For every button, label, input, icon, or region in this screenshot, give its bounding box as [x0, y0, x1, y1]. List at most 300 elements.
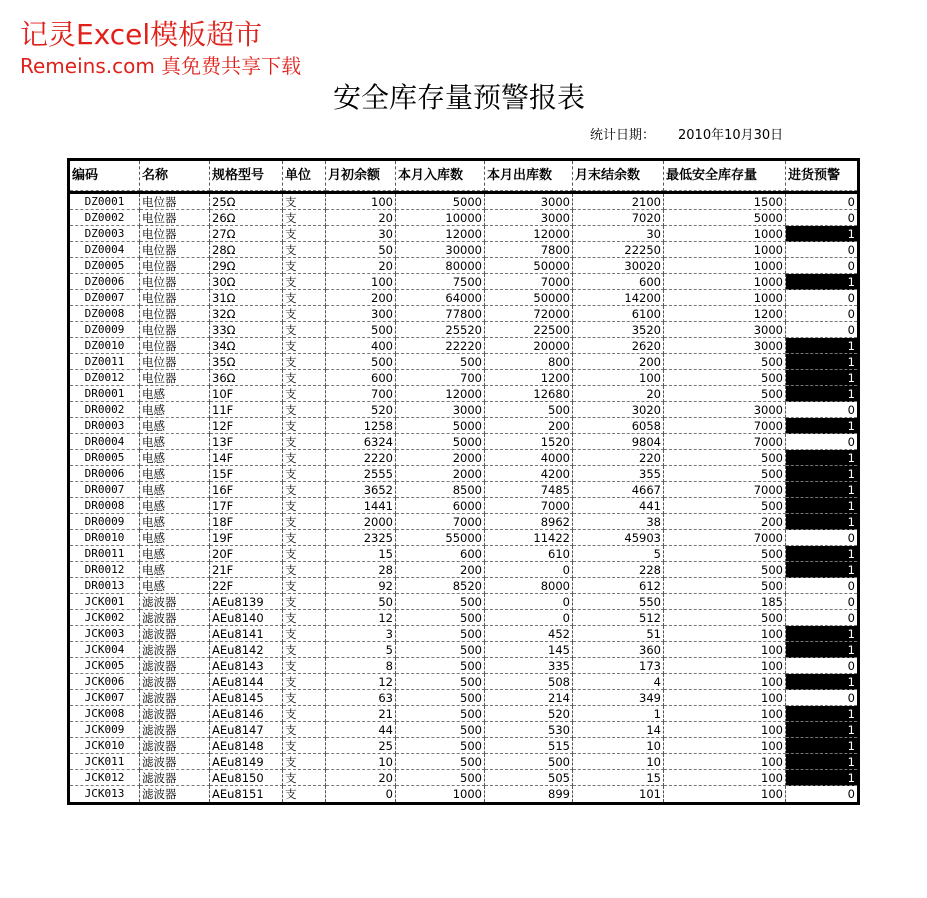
cell-outbound: 50000: [485, 290, 573, 306]
cell-name: 电感: [140, 482, 210, 498]
table-row: [70, 354, 857, 370]
cell-outbound: 11422: [485, 530, 573, 546]
cell-closing-balance: 600: [573, 274, 664, 290]
cell-outbound: 515: [485, 738, 573, 754]
cell-opening-balance: 600: [326, 370, 396, 386]
cell-name: 滤波器: [140, 722, 210, 738]
cell-spec: 29Ω: [210, 258, 283, 274]
cell-unit: 支: [283, 434, 326, 450]
cell-outbound: 12680: [485, 386, 573, 402]
cell-outbound: 1520: [485, 434, 573, 450]
cell-spec: 31Ω: [210, 290, 283, 306]
cell-code: DZ0007: [70, 290, 140, 306]
cell-unit: 支: [283, 578, 326, 594]
cell-name: 电位器: [140, 338, 210, 354]
header-opening-balance: 月初余额: [326, 161, 396, 191]
cell-closing-balance: 14200: [573, 290, 664, 306]
cell-opening-balance: 3652: [326, 482, 396, 498]
header-outbound: 本月出库数: [485, 161, 573, 191]
cell-inbound: 30000: [396, 242, 485, 258]
cell-restock-warning: 1: [786, 754, 857, 770]
cell-inbound: 500: [396, 594, 485, 610]
cell-inbound: 5000: [396, 434, 485, 450]
cell-unit: 支: [283, 338, 326, 354]
cell-inbound: 200: [396, 562, 485, 578]
cell-restock-warning: 1: [786, 770, 857, 786]
cell-spec: 28Ω: [210, 242, 283, 258]
cell-restock-warning: 0: [786, 242, 857, 258]
cell-restock-warning: 0: [786, 658, 857, 674]
cell-outbound: 3000: [485, 210, 573, 226]
cell-spec: 18F: [210, 514, 283, 530]
cell-name: 滤波器: [140, 626, 210, 642]
cell-closing-balance: 360: [573, 642, 664, 658]
cell-spec: 30Ω: [210, 274, 283, 290]
cell-unit: 支: [283, 498, 326, 514]
cell-closing-balance: 45903: [573, 530, 664, 546]
cell-name: 电感: [140, 450, 210, 466]
cell-inbound: 6000: [396, 498, 485, 514]
cell-closing-balance: 9804: [573, 434, 664, 450]
cell-inbound: 500: [396, 722, 485, 738]
cell-unit: 支: [283, 722, 326, 738]
cell-unit: 支: [283, 706, 326, 722]
cell-min-safety-stock: 1000: [664, 290, 786, 306]
cell-opening-balance: 500: [326, 354, 396, 370]
cell-opening-balance: 1258: [326, 418, 396, 434]
cell-restock-warning: 1: [786, 418, 857, 434]
cell-inbound: 500: [396, 690, 485, 706]
cell-restock-warning: 1: [786, 274, 857, 290]
cell-inbound: 500: [396, 354, 485, 370]
table-row: [70, 194, 857, 210]
cell-opening-balance: 2000: [326, 514, 396, 530]
cell-restock-warning: 1: [786, 482, 857, 498]
cell-closing-balance: 22250: [573, 242, 664, 258]
cell-outbound: 1200: [485, 370, 573, 386]
table-row: [70, 370, 857, 386]
cell-unit: 支: [283, 322, 326, 338]
brand-title: 记灵Excel模板超市: [20, 18, 263, 51]
table-row: [70, 290, 857, 306]
date-label: 统计日期：: [590, 128, 656, 143]
cell-inbound: 2000: [396, 450, 485, 466]
cell-code: JCK003: [70, 626, 140, 642]
cell-name: 电感: [140, 498, 210, 514]
cell-spec: 22F: [210, 578, 283, 594]
table-row: [70, 674, 857, 690]
cell-min-safety-stock: 185: [664, 594, 786, 610]
cell-unit: 支: [283, 210, 326, 226]
cell-outbound: 4200: [485, 466, 573, 482]
cell-inbound: 55000: [396, 530, 485, 546]
cell-code: JCK008: [70, 706, 140, 722]
cell-closing-balance: 355: [573, 466, 664, 482]
cell-inbound: 80000: [396, 258, 485, 274]
cell-min-safety-stock: 200: [664, 514, 786, 530]
cell-inbound: 700: [396, 370, 485, 386]
cell-code: DZ0005: [70, 258, 140, 274]
cell-spec: AEu8141: [210, 626, 283, 642]
cell-min-safety-stock: 100: [664, 722, 786, 738]
cell-closing-balance: 550: [573, 594, 664, 610]
cell-closing-balance: 3520: [573, 322, 664, 338]
header-closing-balance: 月末结余数: [573, 161, 664, 191]
cell-unit: 支: [283, 754, 326, 770]
cell-code: DR0009: [70, 514, 140, 530]
cell-inbound: 8520: [396, 578, 485, 594]
cell-opening-balance: 100: [326, 274, 396, 290]
cell-outbound: 72000: [485, 306, 573, 322]
cell-unit: 支: [283, 450, 326, 466]
cell-closing-balance: 20: [573, 386, 664, 402]
cell-opening-balance: 12: [326, 610, 396, 626]
table-row: [70, 562, 857, 578]
cell-restock-warning: 1: [786, 546, 857, 562]
cell-closing-balance: 5: [573, 546, 664, 562]
cell-restock-warning: 0: [786, 434, 857, 450]
cell-spec: 20F: [210, 546, 283, 562]
cell-unit: 支: [283, 354, 326, 370]
cell-code: DZ0012: [70, 370, 140, 386]
cell-opening-balance: 21: [326, 706, 396, 722]
cell-min-safety-stock: 100: [664, 706, 786, 722]
cell-restock-warning: 1: [786, 226, 857, 242]
cell-closing-balance: 200: [573, 354, 664, 370]
cell-spec: 14F: [210, 450, 283, 466]
cell-inbound: 7000: [396, 514, 485, 530]
cell-code: DZ0008: [70, 306, 140, 322]
cell-restock-warning: 1: [786, 674, 857, 690]
cell-outbound: 4000: [485, 450, 573, 466]
cell-spec: AEu8140: [210, 610, 283, 626]
cell-unit: 支: [283, 546, 326, 562]
table-row: [70, 578, 857, 594]
cell-min-safety-stock: 1500: [664, 194, 786, 210]
cell-name: 电位器: [140, 226, 210, 242]
cell-spec: AEu8147: [210, 722, 283, 738]
cell-outbound: 7000: [485, 498, 573, 514]
cell-unit: 支: [283, 690, 326, 706]
cell-outbound: 0: [485, 594, 573, 610]
cell-unit: 支: [283, 258, 326, 274]
cell-opening-balance: 5: [326, 642, 396, 658]
cell-min-safety-stock: 500: [664, 370, 786, 386]
cell-restock-warning: 1: [786, 626, 857, 642]
cell-spec: 11F: [210, 402, 283, 418]
cell-code: DR0008: [70, 498, 140, 514]
cell-name: 滤波器: [140, 690, 210, 706]
table-row: [70, 514, 857, 530]
cell-opening-balance: 63: [326, 690, 396, 706]
cell-outbound: 50000: [485, 258, 573, 274]
cell-restock-warning: 1: [786, 386, 857, 402]
cell-outbound: 530: [485, 722, 573, 738]
cell-inbound: 600: [396, 546, 485, 562]
cell-inbound: 7500: [396, 274, 485, 290]
cell-closing-balance: 612: [573, 578, 664, 594]
cell-name: 电位器: [140, 354, 210, 370]
cell-min-safety-stock: 100: [664, 690, 786, 706]
cell-unit: 支: [283, 658, 326, 674]
header-name: 名称: [140, 161, 210, 191]
cell-restock-warning: 1: [786, 498, 857, 514]
cell-name: 电感: [140, 562, 210, 578]
cell-outbound: 7000: [485, 274, 573, 290]
cell-unit: 支: [283, 466, 326, 482]
cell-outbound: 7800: [485, 242, 573, 258]
cell-min-safety-stock: 100: [664, 658, 786, 674]
cell-spec: 15F: [210, 466, 283, 482]
cell-min-safety-stock: 500: [664, 466, 786, 482]
table-row: [70, 434, 857, 450]
cell-closing-balance: 349: [573, 690, 664, 706]
cell-restock-warning: 1: [786, 642, 857, 658]
header-unit: 单位: [283, 161, 326, 191]
cell-inbound: 500: [396, 738, 485, 754]
table-row: [70, 722, 857, 738]
cell-name: 电感: [140, 546, 210, 562]
cell-spec: 36Ω: [210, 370, 283, 386]
cell-code: DR0010: [70, 530, 140, 546]
cell-closing-balance: 2620: [573, 338, 664, 354]
cell-spec: AEu8142: [210, 642, 283, 658]
table-row: [70, 242, 857, 258]
table-row: [70, 482, 857, 498]
cell-closing-balance: 10: [573, 738, 664, 754]
cell-name: 电位器: [140, 210, 210, 226]
cell-min-safety-stock: 500: [664, 450, 786, 466]
cell-name: 滤波器: [140, 658, 210, 674]
table-row: [70, 786, 857, 802]
cell-unit: 支: [283, 194, 326, 210]
cell-opening-balance: 300: [326, 306, 396, 322]
cell-min-safety-stock: 500: [664, 546, 786, 562]
header-code: 编码: [70, 161, 140, 191]
cell-code: JCK009: [70, 722, 140, 738]
cell-outbound: 8962: [485, 514, 573, 530]
cell-closing-balance: 100: [573, 370, 664, 386]
cell-spec: AEu8151: [210, 786, 283, 802]
cell-min-safety-stock: 1000: [664, 242, 786, 258]
table-row: [70, 690, 857, 706]
cell-spec: AEu8143: [210, 658, 283, 674]
cell-restock-warning: 0: [786, 322, 857, 338]
cell-spec: 12F: [210, 418, 283, 434]
cell-name: 滤波器: [140, 594, 210, 610]
cell-closing-balance: 173: [573, 658, 664, 674]
cell-opening-balance: 0: [326, 786, 396, 802]
cell-min-safety-stock: 1000: [664, 274, 786, 290]
cell-inbound: 500: [396, 770, 485, 786]
cell-opening-balance: 28: [326, 562, 396, 578]
cell-closing-balance: 228: [573, 562, 664, 578]
cell-name: 电位器: [140, 370, 210, 386]
cell-name: 电位器: [140, 322, 210, 338]
cell-code: DZ0003: [70, 226, 140, 242]
cell-closing-balance: 10: [573, 754, 664, 770]
cell-code: DR0006: [70, 466, 140, 482]
cell-code: DZ0010: [70, 338, 140, 354]
cell-outbound: 508: [485, 674, 573, 690]
cell-min-safety-stock: 5000: [664, 210, 786, 226]
cell-closing-balance: 512: [573, 610, 664, 626]
cell-opening-balance: 50: [326, 594, 396, 610]
cell-unit: 支: [283, 562, 326, 578]
cell-spec: 16F: [210, 482, 283, 498]
cell-unit: 支: [283, 402, 326, 418]
cell-outbound: 20000: [485, 338, 573, 354]
cell-min-safety-stock: 3000: [664, 322, 786, 338]
cell-code: JCK011: [70, 754, 140, 770]
cell-spec: AEu8150: [210, 770, 283, 786]
cell-inbound: 500: [396, 610, 485, 626]
header-inbound: 本月入库数: [396, 161, 485, 191]
table-row: [70, 594, 857, 610]
cell-name: 滤波器: [140, 610, 210, 626]
table-row: [70, 386, 857, 402]
table-row: [70, 642, 857, 658]
cell-name: 滤波器: [140, 786, 210, 802]
cell-restock-warning: 0: [786, 194, 857, 210]
cell-name: 电感: [140, 434, 210, 450]
cell-outbound: 0: [485, 562, 573, 578]
cell-opening-balance: 92: [326, 578, 396, 594]
cell-unit: 支: [283, 514, 326, 530]
cell-restock-warning: 0: [786, 578, 857, 594]
cell-restock-warning: 0: [786, 610, 857, 626]
table-row: [70, 322, 857, 338]
cell-opening-balance: 2325: [326, 530, 396, 546]
table-row: [70, 226, 857, 242]
cell-closing-balance: 51: [573, 626, 664, 642]
table-row: [70, 658, 857, 674]
cell-closing-balance: 3020: [573, 402, 664, 418]
cell-code: DR0003: [70, 418, 140, 434]
cell-min-safety-stock: 500: [664, 562, 786, 578]
cell-code: DZ0011: [70, 354, 140, 370]
cell-restock-warning: 0: [786, 306, 857, 322]
cell-unit: 支: [283, 530, 326, 546]
cell-code: DR0011: [70, 546, 140, 562]
cell-name: 电感: [140, 514, 210, 530]
cell-code: DZ0002: [70, 210, 140, 226]
cell-min-safety-stock: 500: [664, 610, 786, 626]
table-row: [70, 706, 857, 722]
cell-inbound: 500: [396, 626, 485, 642]
cell-restock-warning: 1: [786, 514, 857, 530]
table-row: [70, 306, 857, 322]
cell-code: DZ0001: [70, 194, 140, 210]
cell-closing-balance: 2100: [573, 194, 664, 210]
cell-outbound: 899: [485, 786, 573, 802]
cell-spec: AEu8139: [210, 594, 283, 610]
cell-code: JCK013: [70, 786, 140, 802]
cell-opening-balance: 6324: [326, 434, 396, 450]
cell-inbound: 3000: [396, 402, 485, 418]
cell-outbound: 800: [485, 354, 573, 370]
cell-code: JCK006: [70, 674, 140, 690]
cell-unit: 支: [283, 242, 326, 258]
cell-min-safety-stock: 100: [664, 770, 786, 786]
cell-restock-warning: 1: [786, 466, 857, 482]
cell-outbound: 200: [485, 418, 573, 434]
cell-spec: AEu8146: [210, 706, 283, 722]
cell-unit: 支: [283, 786, 326, 802]
cell-unit: 支: [283, 642, 326, 658]
cell-outbound: 452: [485, 626, 573, 642]
cell-closing-balance: 4: [573, 674, 664, 690]
cell-opening-balance: 2220: [326, 450, 396, 466]
cell-code: DR0005: [70, 450, 140, 466]
cell-opening-balance: 700: [326, 386, 396, 402]
cell-code: JCK002: [70, 610, 140, 626]
cell-unit: 支: [283, 274, 326, 290]
cell-name: 滤波器: [140, 706, 210, 722]
cell-unit: 支: [283, 626, 326, 642]
cell-inbound: 2000: [396, 466, 485, 482]
cell-outbound: 520: [485, 706, 573, 722]
cell-opening-balance: 8: [326, 658, 396, 674]
cell-outbound: 500: [485, 402, 573, 418]
cell-spec: 21F: [210, 562, 283, 578]
cell-outbound: 0: [485, 610, 573, 626]
cell-closing-balance: 4667: [573, 482, 664, 498]
cell-inbound: 12000: [396, 226, 485, 242]
cell-spec: 35Ω: [210, 354, 283, 370]
cell-outbound: 500: [485, 754, 573, 770]
cell-inbound: 500: [396, 754, 485, 770]
cell-name: 电位器: [140, 242, 210, 258]
cell-opening-balance: 50: [326, 242, 396, 258]
cell-inbound: 5000: [396, 194, 485, 210]
cell-min-safety-stock: 7000: [664, 434, 786, 450]
cell-min-safety-stock: 7000: [664, 418, 786, 434]
cell-opening-balance: 1441: [326, 498, 396, 514]
cell-min-safety-stock: 100: [664, 786, 786, 802]
cell-opening-balance: 30: [326, 226, 396, 242]
brand-subtitle: Remeins.com 真免费共享下载: [20, 54, 302, 78]
cell-unit: 支: [283, 386, 326, 402]
cell-code: JCK005: [70, 658, 140, 674]
cell-outbound: 7485: [485, 482, 573, 498]
header-restock-warning: 进货预警: [786, 161, 857, 191]
cell-restock-warning: 0: [786, 258, 857, 274]
cell-restock-warning: 1: [786, 450, 857, 466]
cell-inbound: 1000: [396, 786, 485, 802]
cell-restock-warning: 1: [786, 706, 857, 722]
cell-name: 电位器: [140, 258, 210, 274]
cell-name: 滤波器: [140, 738, 210, 754]
cell-restock-warning: 1: [786, 562, 857, 578]
cell-min-safety-stock: 100: [664, 642, 786, 658]
table-row: [70, 418, 857, 434]
cell-closing-balance: 15: [573, 770, 664, 786]
cell-min-safety-stock: 3000: [664, 402, 786, 418]
cell-closing-balance: 1: [573, 706, 664, 722]
cell-restock-warning: 0: [786, 210, 857, 226]
cell-opening-balance: 25: [326, 738, 396, 754]
cell-min-safety-stock: 500: [664, 578, 786, 594]
cell-opening-balance: 2555: [326, 466, 396, 482]
cell-name: 电位器: [140, 306, 210, 322]
table-header-row: [70, 161, 857, 194]
cell-code: DR0013: [70, 578, 140, 594]
cell-code: DR0001: [70, 386, 140, 402]
cell-code: DZ0009: [70, 322, 140, 338]
cell-spec: 10F: [210, 386, 283, 402]
cell-unit: 支: [283, 770, 326, 786]
